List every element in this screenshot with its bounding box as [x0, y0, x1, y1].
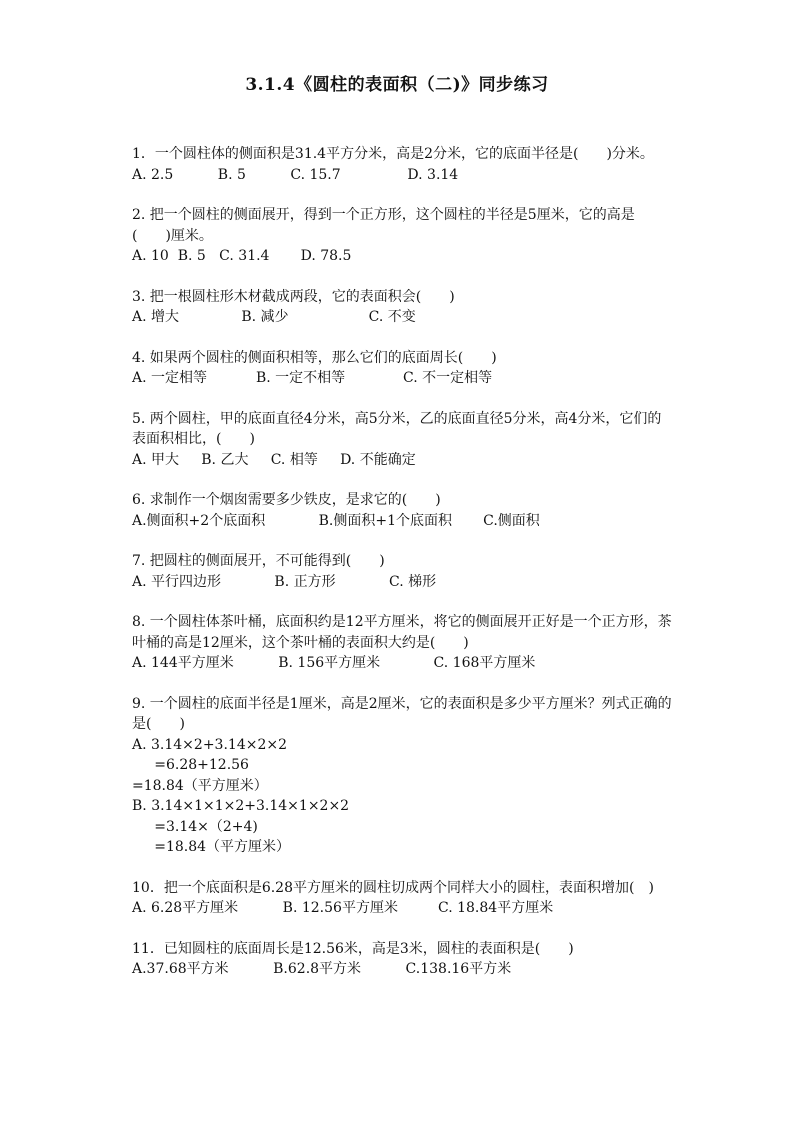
- question-options: A. 2.5 B. 5 C. 15.7 D. 3.14: [132, 166, 459, 183]
- question-6: [132, 490, 672, 531]
- question-stem: 6. 求制作一个烟囱需要多少铁皮，是求它的( ): [132, 492, 441, 508]
- solution-line: =6.28+12.56: [132, 757, 249, 773]
- question-stem: 7. 把圆柱的侧面展开，不可能得到( ): [132, 553, 385, 569]
- question-options: A. 平行四边形 B. 正方形 C. 梯形: [132, 573, 437, 590]
- question-9: [132, 694, 672, 858]
- solution-line: =3.14×（2+4): [132, 818, 258, 835]
- question-stem: 3. 把一根圆柱形木材截成两段，它的表面积会( ): [132, 288, 455, 305]
- question-8: [132, 612, 672, 674]
- question-options: A.37.68平方米 B.62.8平方米 C.138.16平方米: [132, 961, 512, 977]
- question-list: [132, 144, 672, 1000]
- question-stem: 11．已知圆柱的底面周长是12.56米，高是3米，圆柱的表面积是( ): [132, 940, 574, 957]
- question-stem: 5. 两个圆柱，甲的底面直径4分米，高5分米，乙的底面直径5分米，高4分米，它们的表面积相比，( ): [132, 410, 662, 447]
- question-stem: 2. 把一个圆柱的侧面展开，得到一个正方形，这个圆柱的半径是5厘米，它的高是( )厘米。: [132, 207, 635, 244]
- question-stem: 4. 如果两个圆柱的侧面积相等，那么它们的底面周长( ): [132, 349, 497, 366]
- question-options: A. 144平方厘米 B. 156平方厘米 C. 168平方厘米: [132, 655, 536, 671]
- question-5: [132, 409, 672, 471]
- question-1: [132, 144, 672, 185]
- solution-line: A. 3.14×2+3.14×2×2: [132, 736, 287, 753]
- question-7: [132, 551, 672, 592]
- question-options: A. 甲大 B. 乙大 C. 相等 D. 不能确定: [132, 451, 416, 468]
- question-options: A. 一定相等 B. 一定不相等 C. 不一定相等: [132, 370, 493, 386]
- question-options: A. 6.28平方厘米 B. 12.56平方厘米 C. 18.84平方厘米: [132, 900, 554, 916]
- question-options: A.侧面积+2个底面积 B.侧面积+1个底面积 C.侧面积: [132, 512, 540, 529]
- solution-line: B. 3.14×1×1×2+3.14×1×2×2: [132, 798, 350, 814]
- page-title: 3.1.4《圆柱的表面积（二)》同步练习: [245, 75, 549, 95]
- solution-line: =18.84（平方厘米）: [132, 839, 291, 855]
- question-4: [132, 348, 672, 389]
- solution-line: =18.84（平方厘米）: [132, 777, 268, 794]
- question-10: [132, 878, 672, 919]
- question-3: [132, 287, 672, 328]
- question-stem: 1．一个圆柱体的侧面积是31.4平方分米，高是2分米，它的底面半径是( )分米。: [132, 146, 654, 162]
- question-2: [132, 205, 672, 267]
- question-stem: 10．把一个底面积是6.28平方厘米的圆柱切成两个同样大小的圆柱，表面积增加( ): [132, 879, 654, 896]
- question-options: A. 10 B. 5 C. 31.4 D. 78.5: [132, 248, 352, 264]
- question-options: A. 增大 B. 减少 C. 不变: [132, 309, 416, 325]
- question-stem: 8. 一个圆柱体茶叶桶，底面积约是12平方厘米，将它的侧面展开正好是一个正方形，茶叶桶的高是12厘米，这个茶叶桶的表面积大约是( ): [132, 614, 672, 651]
- question-stem: 9. 一个圆柱的底面半径是1厘米，高是2厘米，它的表面积是多少平方厘米？列式正确的是( ): [132, 695, 672, 732]
- question-11: [132, 939, 672, 980]
